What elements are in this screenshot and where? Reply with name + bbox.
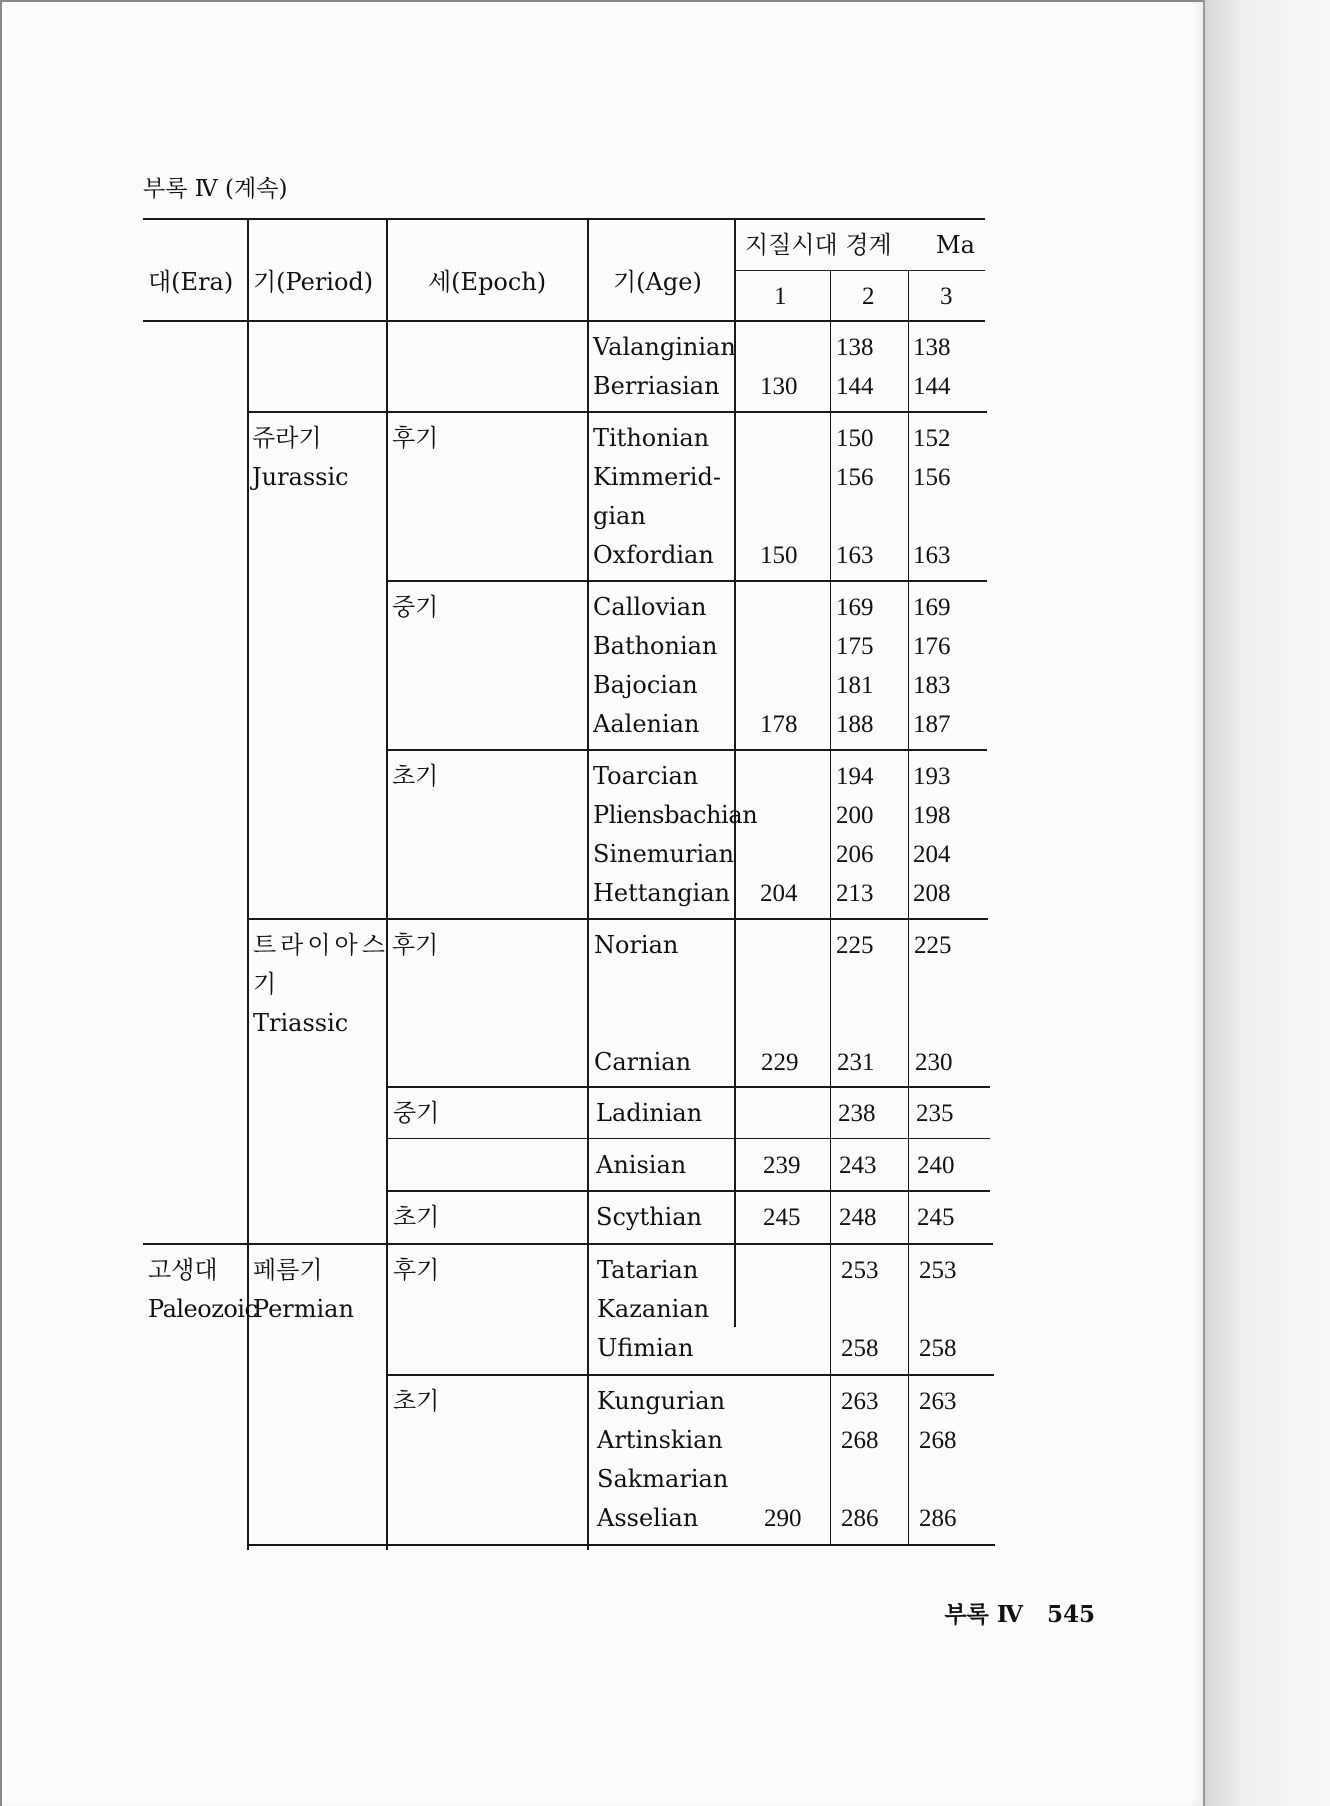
- age-cell: Oxfordian: [593, 541, 714, 569]
- age-cell: Carnian: [594, 1048, 692, 1076]
- boundary-3-cell: 183: [913, 672, 951, 699]
- boundary-3-cell: 204: [913, 841, 951, 868]
- boundary-2-cell: 258: [841, 1335, 879, 1362]
- period-name-en: Jurassic: [252, 463, 349, 491]
- header-col-1: 1: [774, 283, 787, 310]
- boundary-2-cell: 248: [839, 1204, 877, 1231]
- age-cell: Toarcian: [593, 762, 699, 790]
- boundary-3-cell: 268: [919, 1427, 957, 1454]
- page-number: 545: [1046, 1601, 1095, 1628]
- age-cell: Tatarian: [597, 1256, 699, 1284]
- epoch-name: 후기: [392, 424, 439, 452]
- age-cell: Norian: [594, 931, 679, 959]
- boundary-3-cell: 156: [913, 464, 951, 491]
- boundary-2-cell: 206: [836, 841, 874, 868]
- boundary-1-cell: 239: [763, 1152, 801, 1179]
- boundary-2-cell: 200: [836, 802, 874, 829]
- period-name-en: Triassic: [253, 1009, 349, 1037]
- header-boundary-group: 지질시대 경계: [745, 231, 892, 259]
- age-cell: Aalenian: [593, 710, 700, 738]
- page-top-border: [0, 0, 1203, 2]
- age-cell: Sakmarian: [597, 1465, 729, 1493]
- boundary-3-cell: 225: [914, 932, 952, 959]
- boundary-3-cell: 240: [917, 1152, 955, 1179]
- age-cell: Kimmerid-: [593, 463, 721, 491]
- header-unit: Ma: [936, 231, 975, 259]
- period-name-ko: 쥬라기: [252, 424, 322, 452]
- boundary-3-cell: 253: [919, 1257, 957, 1284]
- boundary-3-cell: 235: [916, 1100, 954, 1127]
- boundary-2-cell: 156: [836, 464, 874, 491]
- boundary-1-cell: 150: [760, 542, 798, 569]
- boundary-2-cell: 188: [836, 711, 874, 738]
- boundary-3-cell: 193: [913, 763, 951, 790]
- boundary-1-cell: 290: [764, 1505, 802, 1532]
- epoch-name: 중기: [392, 593, 439, 621]
- boundary-2-cell: 138: [836, 334, 874, 361]
- footer-label: 부록 Ⅳ: [944, 1601, 1023, 1628]
- age-cell: Artinskian: [597, 1426, 723, 1454]
- age-cell: Kungurian: [597, 1387, 726, 1415]
- boundary-3-cell: 258: [919, 1335, 957, 1362]
- boundary-2-cell: 231: [837, 1049, 875, 1076]
- boundary-2-cell: 238: [838, 1100, 876, 1127]
- header-epoch: 세(Epoch): [428, 268, 547, 296]
- boundary-2-cell: 181: [836, 672, 874, 699]
- boundary-3-cell: 230: [915, 1049, 953, 1076]
- age-cell: Asselian: [597, 1504, 699, 1532]
- age-cell: gian: [593, 502, 646, 530]
- header-era: 대(Era): [148, 268, 234, 296]
- age-cell: Sinemurian: [593, 840, 734, 868]
- boundary-2-cell: 150: [836, 425, 874, 452]
- boundary-3-cell: 263: [919, 1388, 957, 1415]
- age-cell: Anisian: [596, 1151, 687, 1179]
- epoch-name: 후기: [392, 931, 439, 959]
- age-cell: Bathonian: [593, 632, 718, 660]
- header-age: 기(Age): [613, 268, 702, 296]
- boundary-1-cell: 245: [763, 1204, 801, 1231]
- boundary-1-cell: 204: [760, 880, 798, 907]
- boundary-2-cell: 268: [841, 1427, 879, 1454]
- page-heading: 부록 Ⅳ (계속): [143, 176, 288, 202]
- epoch-name: 초기: [392, 762, 439, 790]
- epoch-name: 후기: [393, 1256, 440, 1284]
- age-cell: Scythian: [596, 1203, 702, 1231]
- boundary-1-cell: 130: [760, 373, 798, 400]
- epoch-name: 중기: [393, 1099, 440, 1127]
- boundary-2-cell: 175: [836, 633, 874, 660]
- boundary-2-cell: 213: [836, 880, 874, 907]
- boundary-2-cell: 243: [839, 1152, 877, 1179]
- period-name-ko-cont: 기: [253, 970, 277, 998]
- boundary-2-cell: 144: [836, 373, 874, 400]
- header-col-3: 3: [940, 283, 953, 310]
- header-col-2: 2: [862, 283, 875, 310]
- boundary-3-cell: 176: [913, 633, 951, 660]
- boundary-2-cell: 253: [841, 1257, 879, 1284]
- age-cell: Hettangian: [593, 879, 730, 907]
- period-name-ko: 페름기: [253, 1256, 323, 1284]
- age-cell: Bajocian: [593, 671, 698, 699]
- boundary-3-cell: 138: [913, 334, 951, 361]
- boundary-2-cell: 225: [836, 932, 874, 959]
- page-footer: [944, 1596, 1095, 1629]
- boundary-3-cell: 169: [913, 594, 951, 621]
- boundary-3-cell: 286: [919, 1505, 957, 1532]
- age-cell: Callovian: [593, 593, 707, 621]
- age-cell: Kazanian: [597, 1295, 710, 1323]
- epoch-name: 초기: [393, 1203, 440, 1231]
- epoch-name: 초기: [393, 1387, 440, 1415]
- boundary-3-cell: 198: [913, 802, 951, 829]
- age-cell: Ufimian: [597, 1334, 694, 1362]
- era-name-en: Paleozoic: [148, 1295, 258, 1323]
- age-cell: Valanginian: [593, 333, 736, 361]
- boundary-3-cell: 245: [917, 1204, 955, 1231]
- boundary-2-cell: 169: [836, 594, 874, 621]
- age-cell: Pliensbachian: [593, 801, 758, 829]
- age-cell: Tithonian: [593, 424, 710, 452]
- era-name-ko: 고생대: [148, 1256, 218, 1284]
- page-edge-shadow: [1205, 0, 1330, 1806]
- boundary-2-cell: 163: [836, 542, 874, 569]
- age-cell: Ladinian: [596, 1099, 703, 1127]
- boundary-1-cell: 229: [761, 1049, 799, 1076]
- boundary-1-cell: 178: [760, 711, 798, 738]
- boundary-3-cell: 152: [913, 425, 951, 452]
- boundary-3-cell: 144: [913, 373, 951, 400]
- boundary-2-cell: 263: [841, 1388, 879, 1415]
- boundary-2-cell: 194: [836, 763, 874, 790]
- boundary-3-cell: 208: [913, 880, 951, 907]
- boundary-3-cell: 187: [913, 711, 951, 738]
- period-name-ko: 트라이아스: [253, 931, 389, 959]
- period-name-en: Permian: [253, 1295, 354, 1323]
- boundary-2-cell: 286: [841, 1505, 879, 1532]
- boundary-3-cell: 163: [913, 542, 951, 569]
- age-cell: Berriasian: [593, 372, 720, 400]
- page-left-border: [0, 0, 2, 1806]
- header-period: 기(Period): [253, 268, 374, 296]
